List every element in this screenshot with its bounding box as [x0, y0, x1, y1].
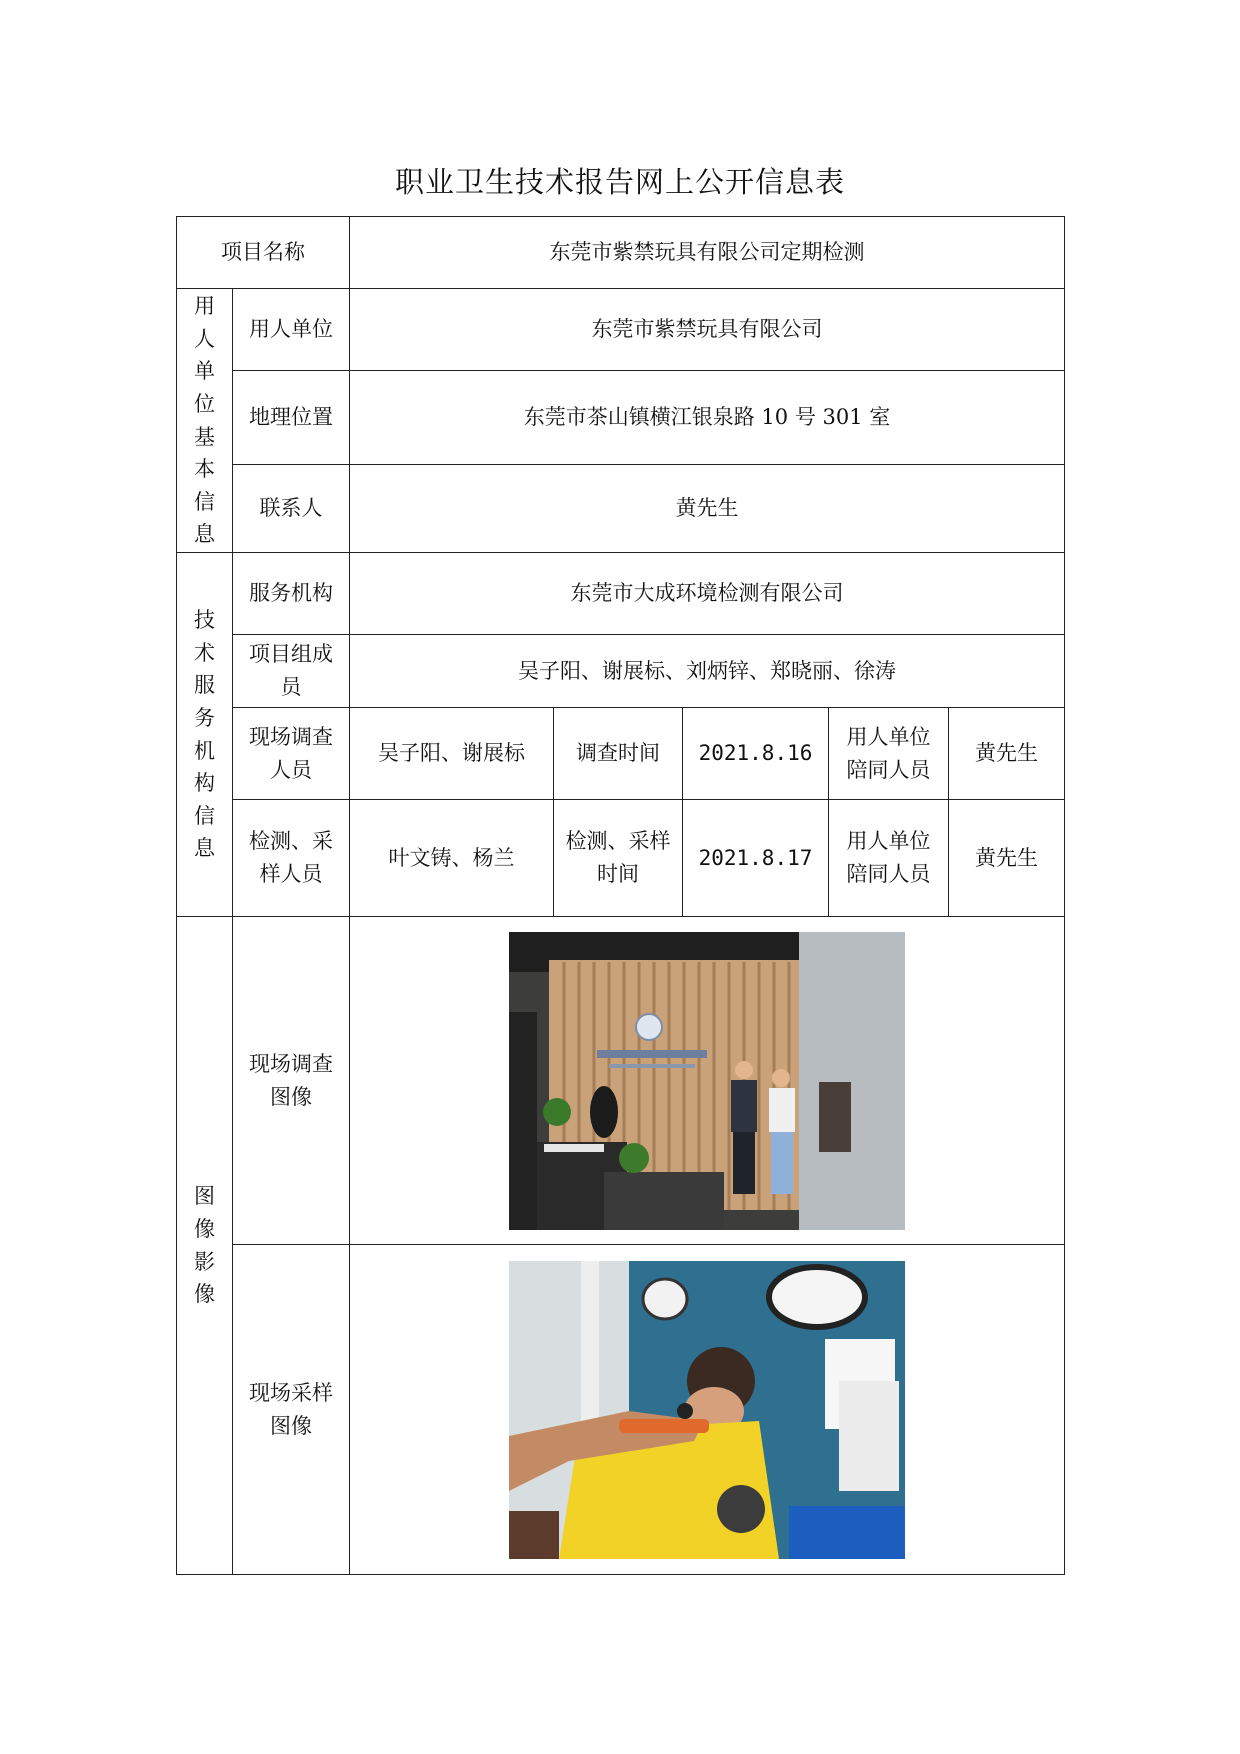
project-name-label: 项目名称 [177, 217, 350, 289]
members-row [177, 635, 1065, 708]
survey-staff-value: 吴子阳、谢展标 [350, 708, 554, 800]
location-label: 地理位置 [233, 371, 350, 465]
project-row [177, 217, 1065, 289]
survey-row [177, 708, 1065, 800]
survey-photo [509, 932, 905, 1230]
members-value: 吴子阳、谢展标、刘炳锌、郑晓丽、徐涛 [350, 635, 1065, 708]
project-name-value: 东莞市紫禁玩具有限公司定期检测 [350, 217, 1065, 289]
employer-unit-row [177, 289, 1065, 371]
contact-row [177, 465, 1065, 553]
sampling-staff-label: 检测、采 样人员 [233, 800, 350, 917]
survey-escort-value: 黄先生 [949, 708, 1065, 800]
sampling-time-value: 2021.8.17 [683, 800, 829, 917]
service-org-row [177, 553, 1065, 635]
contact-value: 黄先生 [350, 465, 1065, 553]
sampling-escort-label: 用人单位 陪同人员 [829, 800, 949, 917]
employer-section-label: 用 人 单 位 基 本 信 息 [177, 289, 233, 553]
employer-unit-value: 东莞市紫禁玩具有限公司 [350, 289, 1065, 371]
service-org-value: 东莞市大成环境检测有限公司 [350, 553, 1065, 635]
sampling-image-cell [350, 1245, 1065, 1575]
info-table [176, 216, 1065, 1575]
survey-escort-label: 用人单位 陪同人员 [829, 708, 949, 800]
survey-staff-label: 现场调查 人员 [233, 708, 350, 800]
contact-label: 联系人 [233, 465, 350, 553]
service-org-label: 服务机构 [233, 553, 350, 635]
images-section-label: 图 像 影 像 [177, 917, 233, 1575]
document-title: 职业卫生技术报告网上公开信息表 [394, 165, 845, 199]
sampling-image-row [177, 1245, 1065, 1575]
sampling-image-label: 现场采样 图像 [233, 1245, 350, 1575]
survey-image-row [177, 917, 1065, 1245]
sampling-time-label: 检测、采样 时间 [554, 800, 683, 917]
location-row [177, 371, 1065, 465]
survey-image-cell [350, 917, 1065, 1245]
survey-time-value: 2021.8.16 [683, 708, 829, 800]
location-value: 东莞市茶山镇横江银泉路 10 号 301 室 [350, 371, 1065, 465]
survey-image-label: 现场调查 图像 [233, 917, 350, 1245]
sampling-photo [509, 1261, 905, 1559]
service-section-label: 技 术 服 务 机 构 信 息 [177, 553, 233, 917]
employer-unit-label: 用人单位 [233, 289, 350, 371]
sampling-row [177, 800, 1065, 917]
sampling-escort-value: 黄先生 [949, 800, 1065, 917]
members-label: 项目组成 员 [233, 635, 350, 708]
survey-time-label: 调查时间 [554, 708, 683, 800]
sampling-staff-value: 叶文铸、杨兰 [350, 800, 554, 917]
